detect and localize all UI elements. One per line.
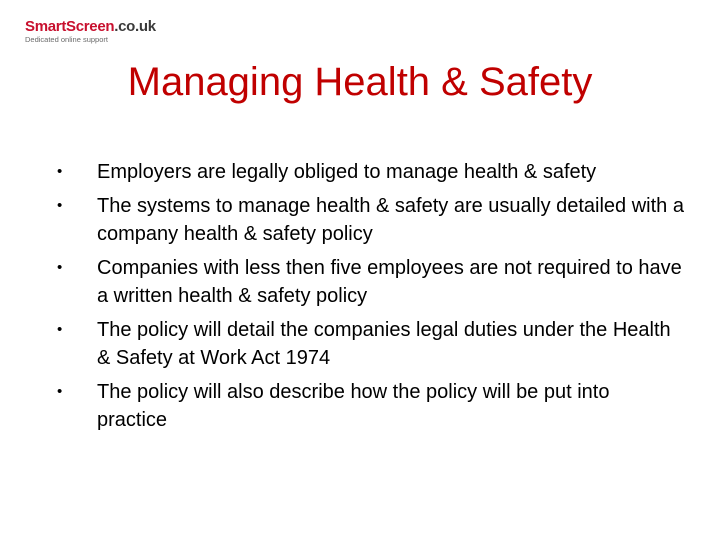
bullet-item — [55, 158, 685, 186]
bullet-text: The policy will detail the companies legal duties under the Health & Safety at Work Act 1974 — [97, 319, 671, 369]
logo-domain-text: .co.uk — [114, 18, 156, 35]
bullet-item — [55, 378, 685, 434]
bullet-item — [55, 316, 685, 372]
logo-brand-text: SmartScreen — [25, 18, 115, 35]
bullet-item — [55, 192, 685, 248]
logo-wordmark — [25, 19, 156, 34]
bullet-point-icon: • — [57, 321, 63, 338]
bullet-text: The systems to manage health & safety are usually detailed with a company health & safety policy — [97, 195, 684, 245]
slide-title: Managing Health & Safety — [127, 60, 593, 104]
bullet-text: The policy will also describe how the policy will be put into practice — [97, 381, 610, 431]
logo-tagline: Dedicated online support — [25, 35, 108, 44]
bullet-text: Companies with less then five employees are not required to have a written health & safety policy — [97, 257, 682, 307]
bullet-point-icon: • — [57, 383, 63, 400]
bullet-list — [55, 158, 685, 440]
bullet-text: Employers are legally obliged to manage health & safety — [97, 161, 597, 183]
bullet-point-icon: • — [57, 259, 63, 276]
smartscreen-logo — [25, 19, 156, 44]
bullet-item — [55, 254, 685, 310]
bullet-point-icon: • — [57, 197, 63, 214]
bullet-point-icon: • — [57, 163, 63, 180]
